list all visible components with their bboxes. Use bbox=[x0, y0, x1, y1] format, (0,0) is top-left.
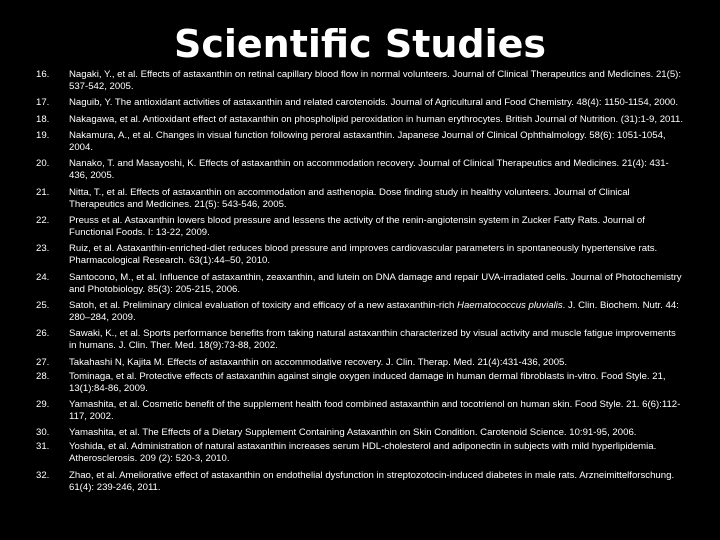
reference-item bbox=[36, 215, 684, 239]
reference-text: Zhao, et al. Ameliorative effect of astaxanthin on endothelial dysfunction in streptozotocin-induced diabetes in male rats. Arzneimittelforschung. 61(4): 239-246, 2011. bbox=[69, 469, 675, 493]
reference-number: 20. bbox=[36, 158, 50, 170]
reference-text: Yoshida, et al. Administration of natural astaxanthin increases serum HDL-cholesterol and adiponectin in subjects with mild hyperlipidemia. Atherosclerosis. 209 (2): 520-3, 2010. bbox=[69, 441, 657, 465]
reference-item bbox=[36, 158, 684, 182]
reference-number: 21. bbox=[36, 186, 50, 198]
species-name: Haematococcus pluvialis bbox=[457, 300, 563, 312]
reference-text: Santocono, M., et al. Influence of astaxanthin, zeaxanthin, and lutein on DNA damage and repair UVA-irradiated cells. Journal of Photochemistry and Photobiology. 85(3): 205-215, 2006. bbox=[69, 271, 682, 295]
reference-text: Ruiz, et al. Astaxanthin-enriched-diet reduces blood pressure and improves cardiovascular parameters in spontaneously hypertensive rats. Pharmacological Research. 63(1):44–50, 2010. bbox=[69, 243, 658, 267]
reference-number: 22. bbox=[36, 215, 50, 227]
reference-item bbox=[36, 97, 684, 109]
reference-item bbox=[36, 272, 684, 296]
reference-text: Takahashi N, Kajita M. Effects of astaxanthin on accommodative recovery. J. Clin. Therap. Med. 21(4):431-436, 2005. bbox=[69, 356, 568, 368]
reference-item bbox=[36, 300, 684, 324]
reference-number: 28. bbox=[36, 370, 50, 382]
reference-number: 27. bbox=[36, 356, 50, 368]
reference-item bbox=[36, 69, 684, 93]
reference-item bbox=[36, 470, 684, 494]
reference-text: Yamashita, et al. The Effects of a Dietary Supplement Containing Astaxanthin on Skin Condition. Carotenoid Science. 10:91-95, 2006. bbox=[69, 427, 637, 439]
reference-text: Nanako, T. and Masayoshi, K. Effects of astaxanthin on accommodation recovery. Journal of Clinical Therapeutics and Medicines. 21(4): 431-436, 2005. bbox=[69, 158, 669, 182]
reference-item bbox=[36, 187, 684, 211]
reference-item bbox=[36, 130, 684, 154]
reference-number: 23. bbox=[36, 243, 50, 255]
reference-item bbox=[36, 371, 684, 395]
reference-text-before: Satoh, et al. Preliminary clinical evaluation of toxicity and efficacy of a new astaxanthin-rich bbox=[69, 300, 458, 312]
reference-text: Tominaga, et al. Protective effects of astaxanthin against single oxygen induced damage in human dermal fibroblasts in-vitro. Food Style. 21, 13(1):84-86, 2009. bbox=[69, 370, 666, 394]
reference-number: 24. bbox=[36, 271, 50, 283]
reference-number: 18. bbox=[36, 113, 50, 125]
reference-item bbox=[36, 399, 684, 423]
reference-text-after: . J. Clin. Biochem. Nutr. 44: 280–284, 2009. bbox=[69, 300, 679, 324]
reference-text: Yamashita, et al. Cosmetic benefit of the supplement health food combined astaxanthin and tocotrienol on human skin. Food Style. 21. 6(6):112-117, 2002. bbox=[69, 399, 681, 423]
reference-item bbox=[36, 441, 684, 465]
reference-list bbox=[36, 69, 684, 498]
reference-item bbox=[36, 427, 684, 439]
reference-number: 26. bbox=[36, 328, 50, 340]
reference-text: Preuss et al. Astaxanthin lowers blood pressure and lessens the activity of the renin-angiotensin system in Zucker Fatty Rats. Journal of Functional Foods. I: 13-22, 2009. bbox=[69, 215, 645, 239]
reference-number: 30. bbox=[36, 427, 50, 439]
reference-item bbox=[36, 357, 684, 369]
reference-item bbox=[36, 328, 684, 352]
reference-number: 29. bbox=[36, 399, 50, 411]
reference-text: Nakagawa, et al. Antioxidant effect of astaxanthin on phospholipid peroxidation in human erythrocytes. British Journal of Nutrition. (31):1-9, 2011. bbox=[69, 113, 684, 125]
reference-text: Naguib, Y. The antioxidant activities of astaxanthin and related carotenoids. Journal of Agricultural and Food Chemistry. 48(4): 1150-1154, 2000. bbox=[69, 97, 679, 109]
reference-number: 32. bbox=[36, 469, 50, 481]
reference-text: Sawaki, K., et al. Sports performance benefits from taking natural astaxanthin characterized by visual activity and muscle fatigue improvements in humans. J. Clin. Ther. Med. 18(9):73-88, 2002. bbox=[69, 328, 676, 352]
reference-number: 25. bbox=[36, 300, 50, 312]
reference-item bbox=[36, 114, 684, 126]
reference-text: Nagaki, Y., et al. Effects of astaxanthin on retinal capillary blood flow in normal volunteers. Journal of Clinical Therapeutics and Medicines. 21(5): 537-542, 2005. bbox=[69, 69, 682, 92]
reference-text: Nitta, T., et al. Effects of astaxanthin on accommodation and asthenopia. Dose finding study in healthy volunteers. Journal of Clinical Therapeutics and Medicines. 21(5): 543-546, 2005. bbox=[69, 186, 630, 210]
reference-text: Nakamura, A., et al. Changes in visual function following peroral astaxanthin. Japanese Journal of Clinical Ophthalmology. 58(6): 1051-1054, 2004. bbox=[69, 130, 666, 154]
reference-number: 17. bbox=[36, 97, 50, 109]
reference-number: 16. bbox=[36, 69, 50, 80]
reference-number: 31. bbox=[36, 441, 50, 453]
reference-text bbox=[69, 300, 684, 324]
reference-item bbox=[36, 243, 684, 267]
slide-title: Scientific Studies bbox=[173, 22, 547, 66]
reference-number: 19. bbox=[36, 130, 50, 142]
